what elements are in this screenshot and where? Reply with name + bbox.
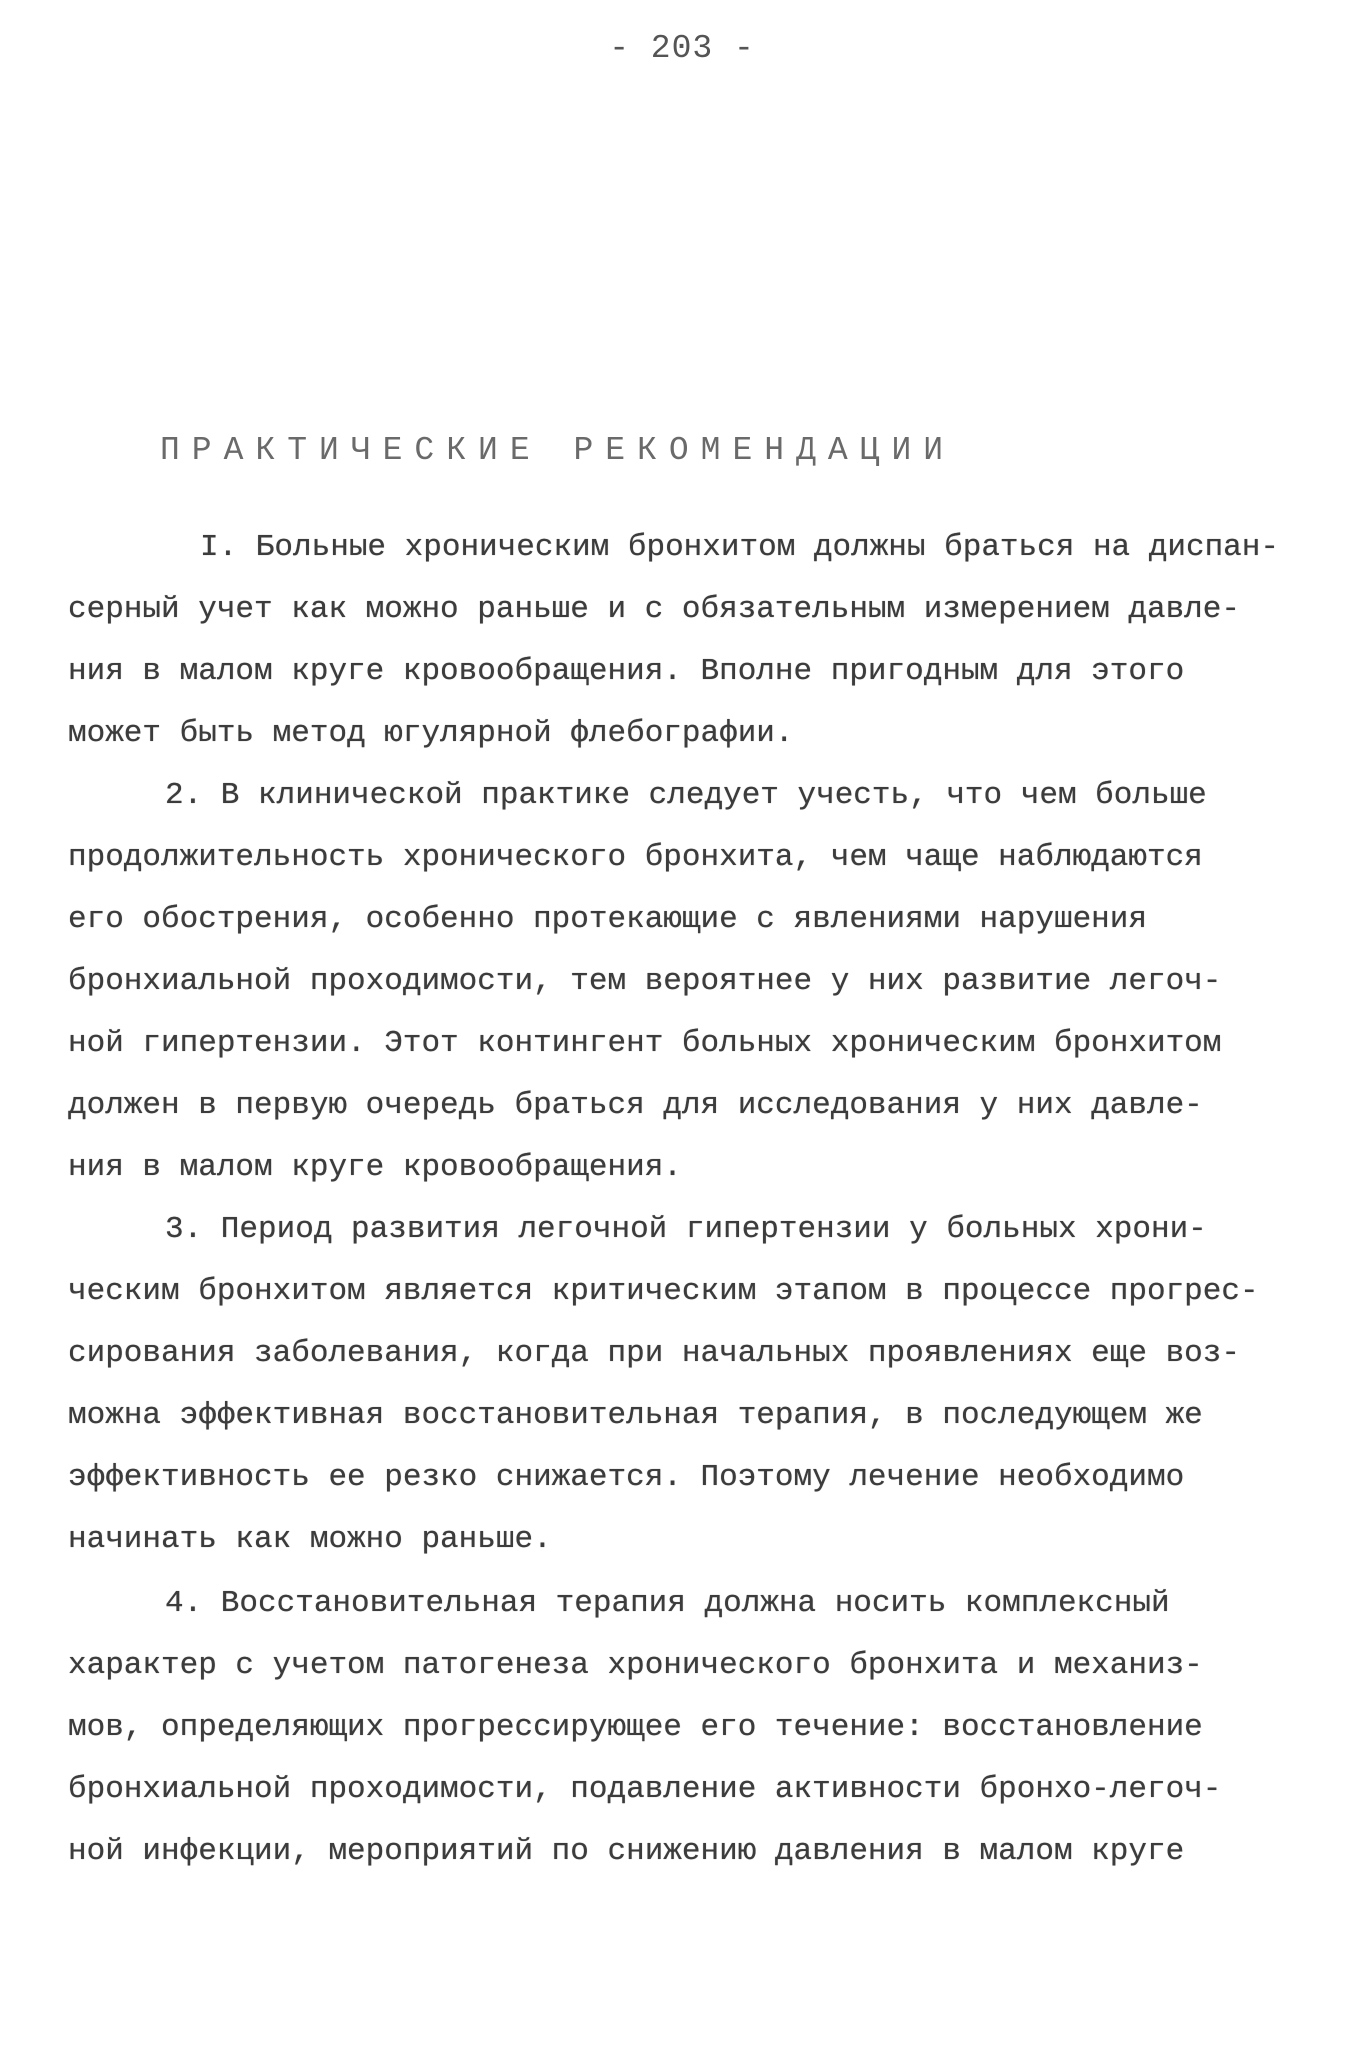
text-line: бронхиальной проходимости, тем вероятнее у них развитие легоч-: [68, 964, 1222, 999]
text-line: характер с учетом патогенеза хронического бронхита и механиз-: [68, 1648, 1203, 1683]
text-line: бронхиальной проходимости, подавление активности бронхо-легоч-: [68, 1772, 1222, 1807]
text-line: сирования заболевания, когда при начальных проявлениях еще воз-: [68, 1336, 1240, 1371]
text-line: должен в первую очередь браться для исследования у них давле-: [68, 1088, 1203, 1123]
text-line: 2. В клинической практике следует учесть, что чем больше: [165, 778, 1207, 813]
text-line: можна эффективная восстановительная терапия, в последующем же: [68, 1398, 1203, 1433]
text-line: ния в малом круге кровообращения. Вполне пригодным для этого: [68, 654, 1185, 689]
text-line: 4. Восстановительная терапия должна носить комплексный: [165, 1586, 1170, 1621]
text-line: ческим бронхитом является критическим этапом в процессе прогрес-: [68, 1274, 1259, 1309]
text-line: мов, определяющих прогрессирующее его течение: восстановление: [68, 1710, 1203, 1745]
text-line: его обострения, особенно протекающие с явлениями нарушения: [68, 902, 1147, 937]
text-line: может быть метод югулярной флебографии.: [68, 716, 794, 751]
text-line: ной инфекции, мероприятий по снижению давления в малом круге: [68, 1834, 1185, 1869]
text-line: эффективность ее резко снижается. Поэтому лечение необходимо: [68, 1460, 1185, 1495]
text-line: 3. Период развития легочной гипертензии у больных хрони-: [165, 1212, 1207, 1247]
page-title: ПРАКТИЧЕСКИЕ РЕКОМЕНДАЦИИ: [160, 432, 956, 469]
text-line: продолжительность хронического бронхита, чем чаще наблюдаются: [68, 840, 1203, 875]
text-line: I. Больные хроническим бронхитом должны браться на диспан-: [200, 530, 1279, 565]
text-line: начинать как можно раньше.: [68, 1522, 552, 1557]
text-line: ния в малом круге кровообращения.: [68, 1150, 682, 1185]
text-line: серный учет как можно раньше и с обязательным измерением давле-: [68, 592, 1240, 627]
page-number: - 203 -: [609, 30, 755, 67]
text-line: ной гипертензии. Этот контингент больных хроническим бронхитом: [68, 1026, 1222, 1061]
